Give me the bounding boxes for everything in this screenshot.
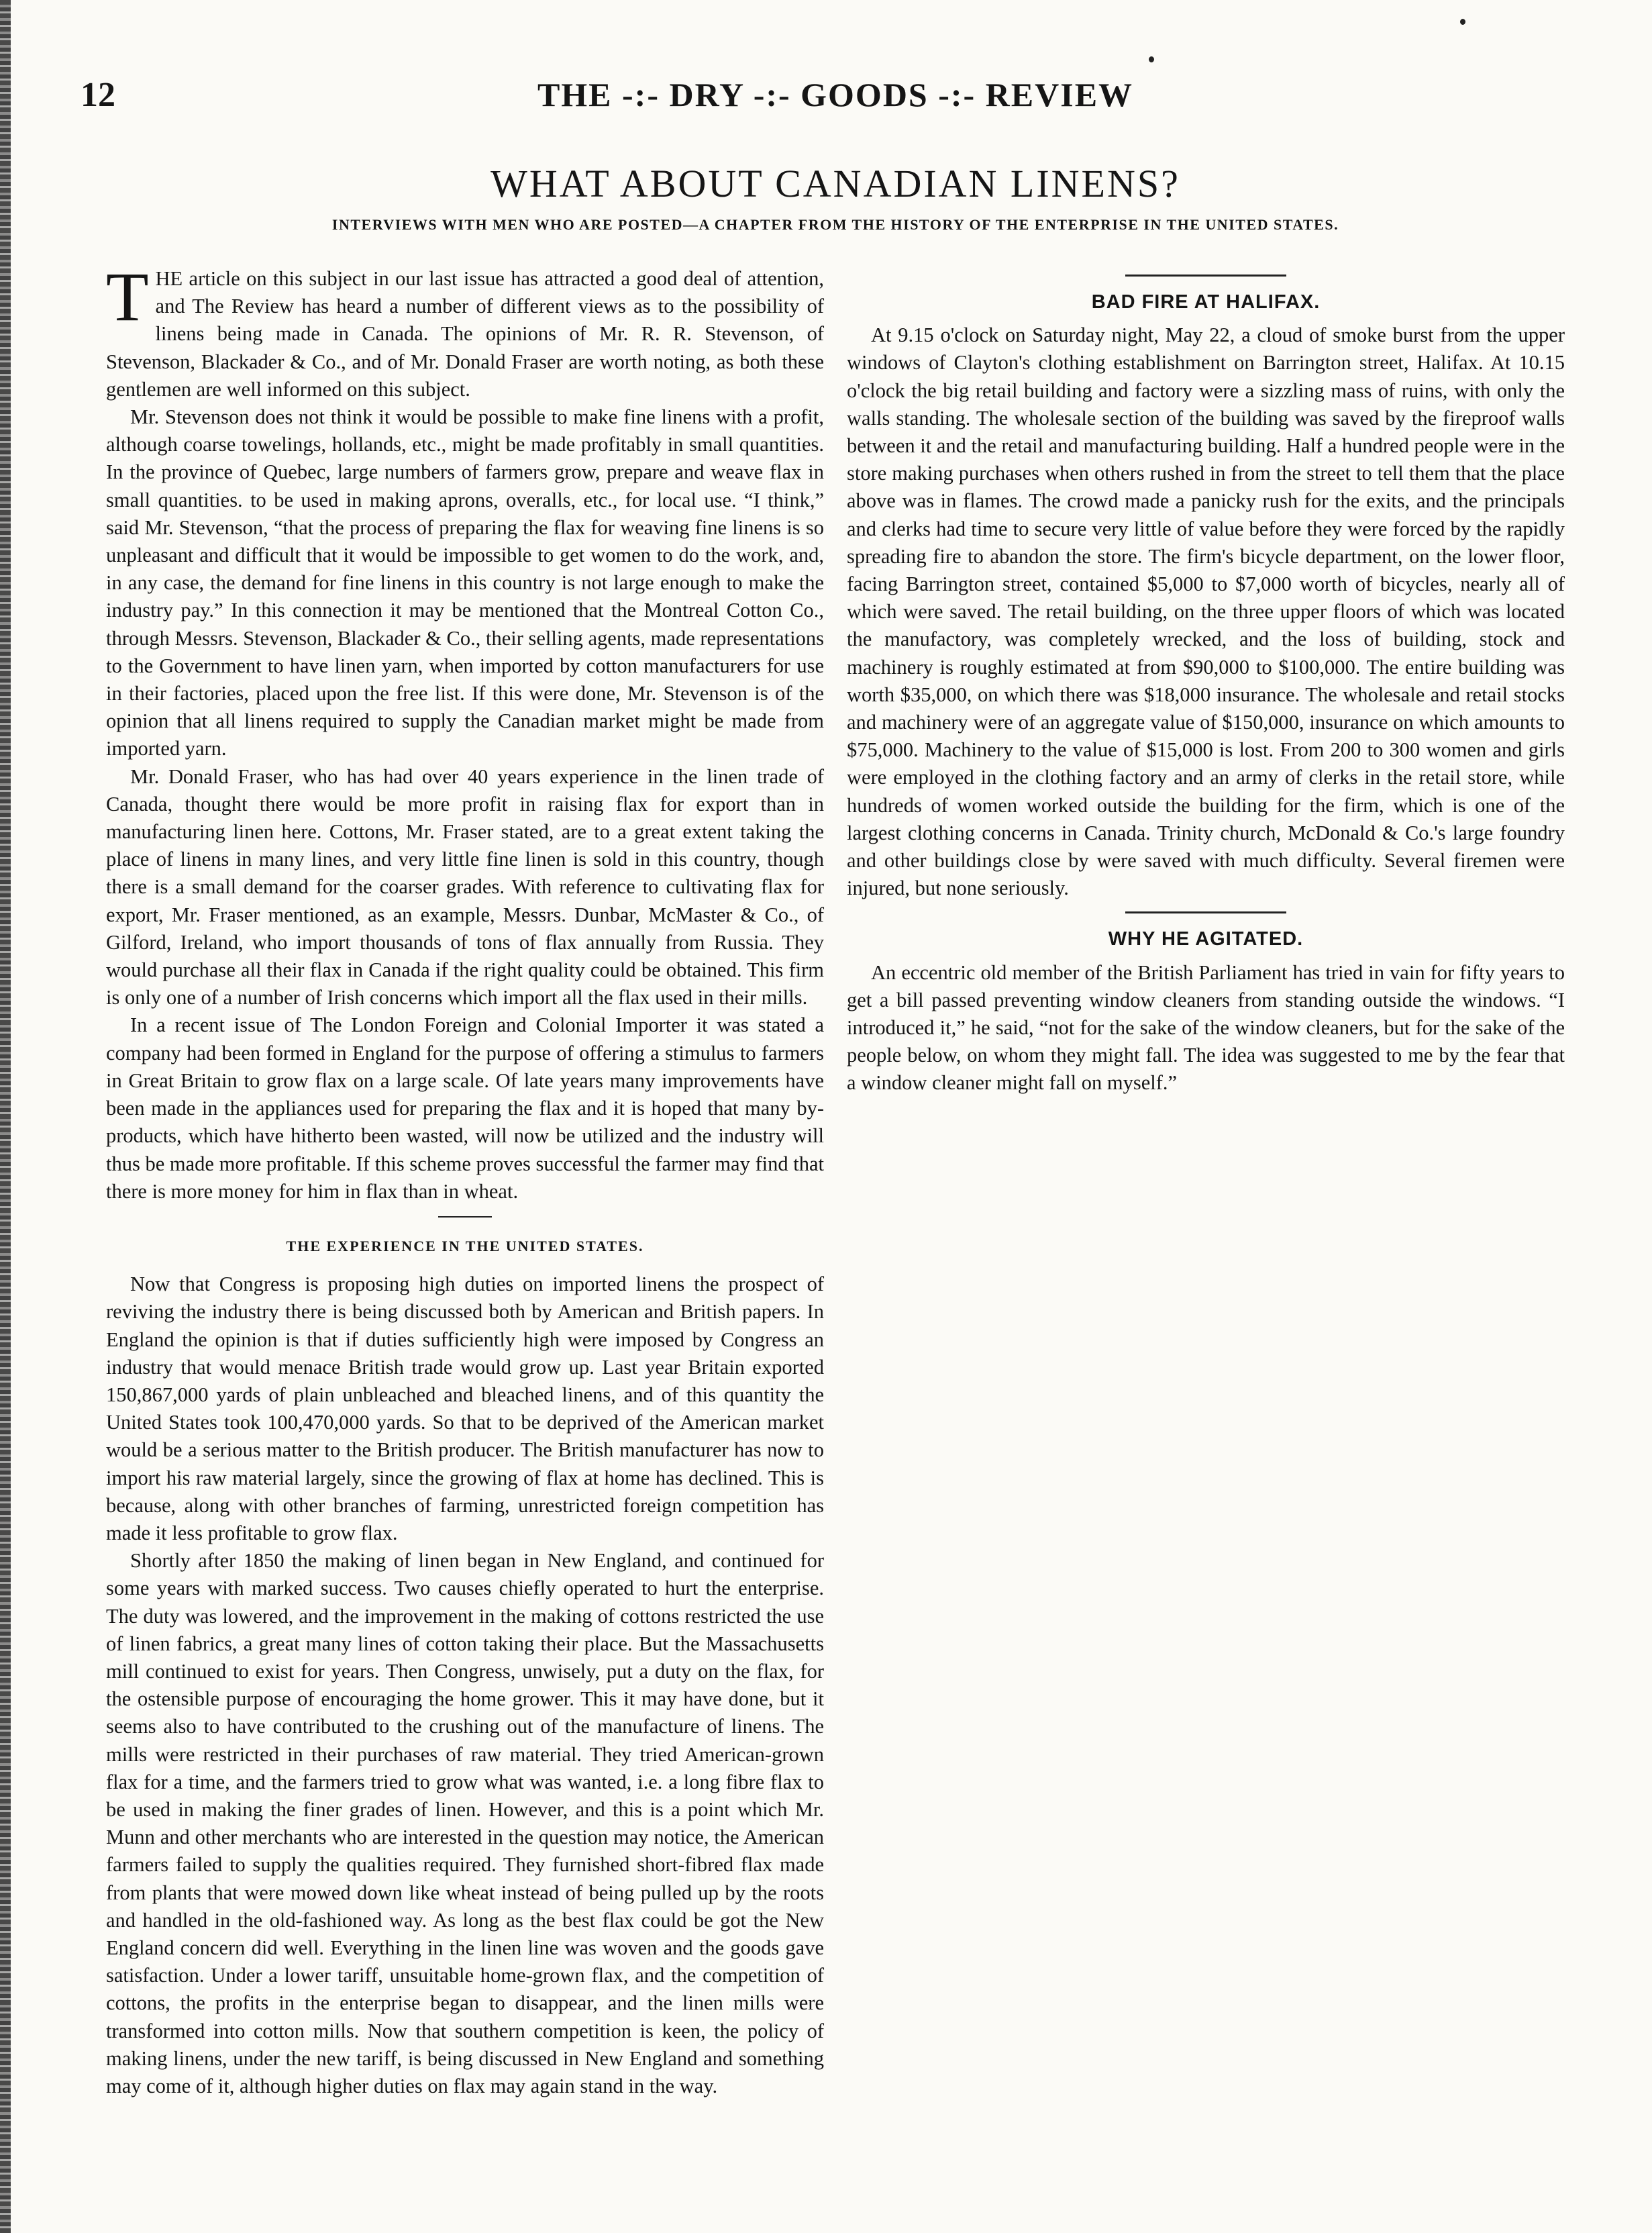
left-column — [106, 258, 824, 2100]
section-divider — [1125, 275, 1286, 277]
ink-speck — [1149, 56, 1154, 62]
drop-cap: T — [106, 258, 149, 336]
article-paragraph — [106, 258, 824, 403]
section-divider — [438, 1216, 492, 1218]
article-deck: INTERVIEWS WITH MEN WHO ARE POSTED—A CHAPTER FROM THE HISTORY OF THE ENTERPRISE IN THE UNITED STATES. — [331, 216, 1339, 233]
fire-article-paragraph: At 9.15 o'clock on Saturday night, May 22, a cloud of smoke burst from the upper windows of Clayton's clothing establishment on Barrington street, Halifax. At 10.15 o'clock the big retail building and factory were a sizzling mass of ruins, with only the walls standing. The wholesale section of the building was saved by the fireproof walls between it and the retail and manufacturing building. Half a hundred people were in the store making purchases when others rushed in from the street to tell them that the place above was in flames. The crowd made a panicky rush for the exits, and the principals and clerks had time to secure very little of value before they were forced by the rapidly spreading fire to abandon the store. The firm's bicycle department, on the lower floor, facing Barrington street, contained $5,000 to $7,000 worth of bicycles, nearly all of which were saved. The retail building, on the three upper floors of which was located the manufactory, was completely wrecked, and the loss of building, stock and machinery is roughly estimated at from $90,000 to $100,000. The entire building was worth $35,000, on which there was $18,000 insurance. The wholesale and retail stocks and machinery were of an aggregate value of $150,000, insurance on which amounts to $75,000. Machinery to the value of $15,000 is lost. From 200 to 300 women and girls were employed in the clothing factory and an army of clerks in the retail store, while hundreds of women worked outside the building for the firm, which is one of the largest clothing concerns in Canada. Trinity church, McDonald & Co.'s large foundry and other buildings close by were saved with much difficulty. Several firemen were injured, but none seriously. — [847, 324, 1565, 900]
article-paragraph: Mr. Donald Fraser, who has had over 40 years experience in the linen trade of Canada, thought there would be more profit in raising flax for export than in manufacturing linen here. Cottons, Mr. Fraser stated, are to a great extent taking the place of linens in many lines, and very little fine linen is sold in this country, though there is a small demand for the coarser grades. With reference to cultivating flax for export, Mr. Fraser mentioned, as an example, Messrs. Dunbar, McMaster & Co., of Gilford, Ireland, who import thousands of tons of flax annually from Russia. They would purchase all their flax in Canada if the right quality could be obtained. This firm is only one of a number of Irish concerns which import all the flax used in their mills. — [106, 764, 824, 1009]
article-paragraph: Mr. Stevenson does not think it would be possible to make fine linens with a profit, although coarse towelings, hollands, etc., might be made profitably in small quantities. In the province of Quebec, large numbers of farmers grow, prepare and weave flax in small quantities. to be used in making aprons, overalls, etc., for local use. “I think,” said Mr. Stevenson, “that the process of preparing the flax for weaving fine linens is so unpleasant and difficult that it would be impossible to get women to do the work, and, in any case, the demand for fine linens in this country is not large enough to make the industry pay.” In this connection it may be mentioned that the Montreal Cotton Co., through Messrs. Stevenson, Blackader & Co., their selling agents, made representations to the Government to have linen yarn, when imported by cotton manufacturers for use in their factories, placed upon the free list. If this were done, Mr. Stevenson is of the opinion that all linens required to supply the Canadian market might be made from imported yarn. — [106, 405, 824, 760]
page-number: 12 — [81, 76, 115, 114]
fire-article-heading: BAD FIRE AT HALIFAX. — [1091, 291, 1321, 313]
article-paragraph: In a recent issue of The London Foreign and Colonial Importer it was stated a company had been formed in England for the purpose of offering a stimulus to farmers in Great Britain to grow flax on a large scale. Of late years many improvements have been made in the appliances used for preparing the flax and it is hoped that many by-products, which have hitherto been wasted, will now be utilized and the industry will thus be made more profitable. If this scheme proves successful the farmer may find that there is more money for him in flax than in wheat. — [106, 1013, 824, 1203]
running-title: THE -:- DRY -:- GOODS -:- REVIEW — [537, 76, 1134, 113]
agitated-article-paragraph: An eccentric old member of the British Parliament has tried in vain for fifty years to get a bill passed preventing window cleaners from standing outside the windows. “I introduced it,” he said, “not for the sake of the window cleaners, but for the sake of the people below, on whom they might fall. The idea was suggested to me by the fear that a window cleaner might fall on myself.” — [847, 960, 1565, 1095]
scan-edge — [0, 0, 11, 2233]
paragraph-text: HE article on this subject in our last issue has attracted a good deal of attention, and The Review has heard a number of different views as to the possibility of linens being made in Canada. The opinions of Mr. R. R. Stevenson, of Stevenson, Blackader & Co., and of Mr. Donald Fraser are worth noting, as both these gentlemen are well informed on this subject. — [106, 267, 824, 401]
ink-speck — [1460, 19, 1465, 25]
section-subheading: THE EXPERIENCE IN THE UNITED STATES. — [286, 1237, 644, 1254]
article-paragraph: Shortly after 1850 the making of linen began in New England, and continued for some years with marked success. Two causes chiefly operated to hurt the enterprise. The duty was lowered, and the improvement in the making of cottons restricted the use of linen fabrics, a great many lines of cotton taking their place. But the Massachusetts mill continued to exist for years. Then Congress, unwisely, put a duty on the flax, for the ostensible purpose of encouraging the home grower. This it may have done, but it seems also to have contributed to the crushing out of the manufacture of linens. The mills were restricted in their purchases of raw material. They tried American-grown flax for a time, and the farmers tried to grow what was wanted, i.e. a long fibre flax to be used in making the finer grades of linen. However, and this is a point which Mr. Munn and other merchants who are interested in the question may notice, the American farmers failed to supply the qualities required. They furnished short-fibred flax made from plants that were mowed down like wheat instead of being pulled up by the roots and handled in the old-fashioned way. As long as the best flax could be got the New England concern did well. Everything in the linen line was woven and the goods gave satisfaction. Under a lower tariff, unsuitable home-grown flax, and the competition of cottons, the profits in the enterprise began to disappear, and the linen mills were transformed into cotton mills. Now that southern competition is keen, the policy of making linens, under the new tariff, is being discussed in New England and something may come of it, although higher duties on flax may again stand in the way. — [106, 1549, 824, 2097]
right-column — [847, 265, 1565, 1097]
page-header — [81, 75, 1590, 122]
section-divider — [1125, 911, 1286, 913]
article-headline: WHAT ABOUT CANADIAN LINENS? — [491, 162, 1180, 205]
article-paragraph: Now that Congress is proposing high duties on imported linens the prospect of reviving the industry there is being discussed both by American and British papers. In England the opinion is that if duties sufficiently high were imposed by Congress an industry that would menace British trade would grow up. Last year Britain exported 150,867,000 yards of plain unbleached and bleached linens, and of this quantity the United States took 100,470,000 yards. So that to be deprived of the American market would be a serious matter to the British producer. The British manufacturer has now to import his raw material largely, since the growing of flax at home has declined. This is because, along with other branches of farming, unrestricted foreign competition has made it less profitable to grow flax. — [106, 1273, 824, 1544]
agitated-article-heading: WHY HE AGITATED. — [1108, 928, 1304, 950]
